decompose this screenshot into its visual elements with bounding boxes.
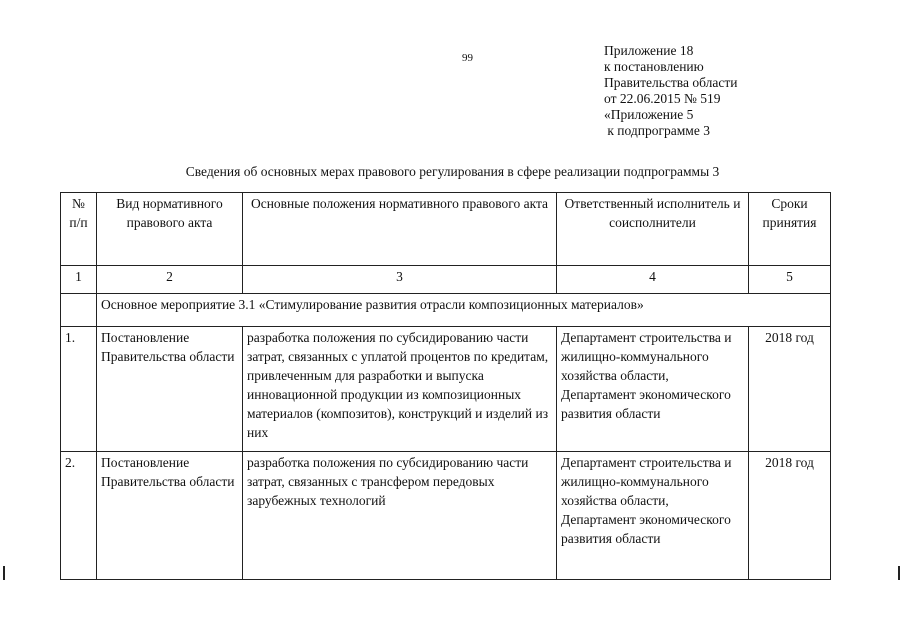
appendix-line: «Приложение 5 bbox=[604, 107, 694, 122]
row-term: 2018 год bbox=[749, 452, 831, 580]
row-number: 2. bbox=[61, 452, 97, 580]
appendix-line: Правительства области bbox=[604, 75, 738, 90]
scan-margin-mark bbox=[898, 566, 900, 580]
row-act-type: Постановление Правительства области bbox=[97, 452, 243, 580]
column-number: 3 bbox=[243, 266, 557, 294]
row-provisions: разработка положения по субсидированию части затрат, связанных с уплатой процентов по кредитам, привлеченным для разработки и выпуска инновационной продукции из композиционных материалов (композитов), конструкций и изделий из них bbox=[243, 327, 557, 452]
measures-table bbox=[60, 192, 831, 580]
table-row bbox=[61, 327, 831, 452]
row-number: 1. bbox=[61, 327, 97, 452]
row-act-type: Постановление Правительства области bbox=[97, 327, 243, 452]
header-number: № п/п bbox=[61, 193, 97, 266]
appendix-line: от 22.06.2015 № 519 bbox=[604, 91, 721, 106]
row-provisions: разработка положения по субсидированию части затрат, связанных с трансфером передовых зарубежных технологий bbox=[243, 452, 557, 580]
column-number: 1 bbox=[61, 266, 97, 294]
header-term: Сроки принятия bbox=[749, 193, 831, 266]
scan-margin-mark bbox=[3, 566, 5, 580]
document-title: Сведения об основных мерах правового регулирования в сфере реализации подпрограммы 3 bbox=[185, 164, 720, 179]
column-number-row bbox=[61, 266, 831, 294]
row-term: 2018 год bbox=[749, 327, 831, 452]
appendix-line: к постановлению bbox=[604, 59, 704, 74]
appendix-line: Приложение 18 bbox=[604, 43, 694, 58]
appendix-header bbox=[604, 43, 737, 139]
table-header-row bbox=[61, 193, 831, 266]
section-title: Основное мероприятие 3.1 «Стимулирование развития отрасли композиционных материалов» bbox=[97, 294, 831, 327]
column-number: 2 bbox=[97, 266, 243, 294]
header-act-type: Вид нормативного правового акта bbox=[97, 193, 243, 266]
section-row bbox=[61, 294, 831, 327]
header-provisions: Основные положения нормативного правового акта bbox=[243, 193, 557, 266]
page-number: 99 bbox=[462, 52, 473, 64]
column-number: 4 bbox=[557, 266, 749, 294]
table-row bbox=[61, 452, 831, 580]
column-number: 5 bbox=[749, 266, 831, 294]
row-executor: Департамент строительства и жилищно-коммунального хозяйства области, Департамент экономического развития области bbox=[557, 452, 749, 580]
header-executor: Ответственный исполнитель и соисполнители bbox=[557, 193, 749, 266]
section-empty-cell bbox=[61, 294, 97, 327]
row-executor: Департамент строительства и жилищно-коммунального хозяйства области, Департамент экономического развития области bbox=[557, 327, 749, 452]
appendix-line: к подпрограмме 3 bbox=[604, 123, 710, 138]
